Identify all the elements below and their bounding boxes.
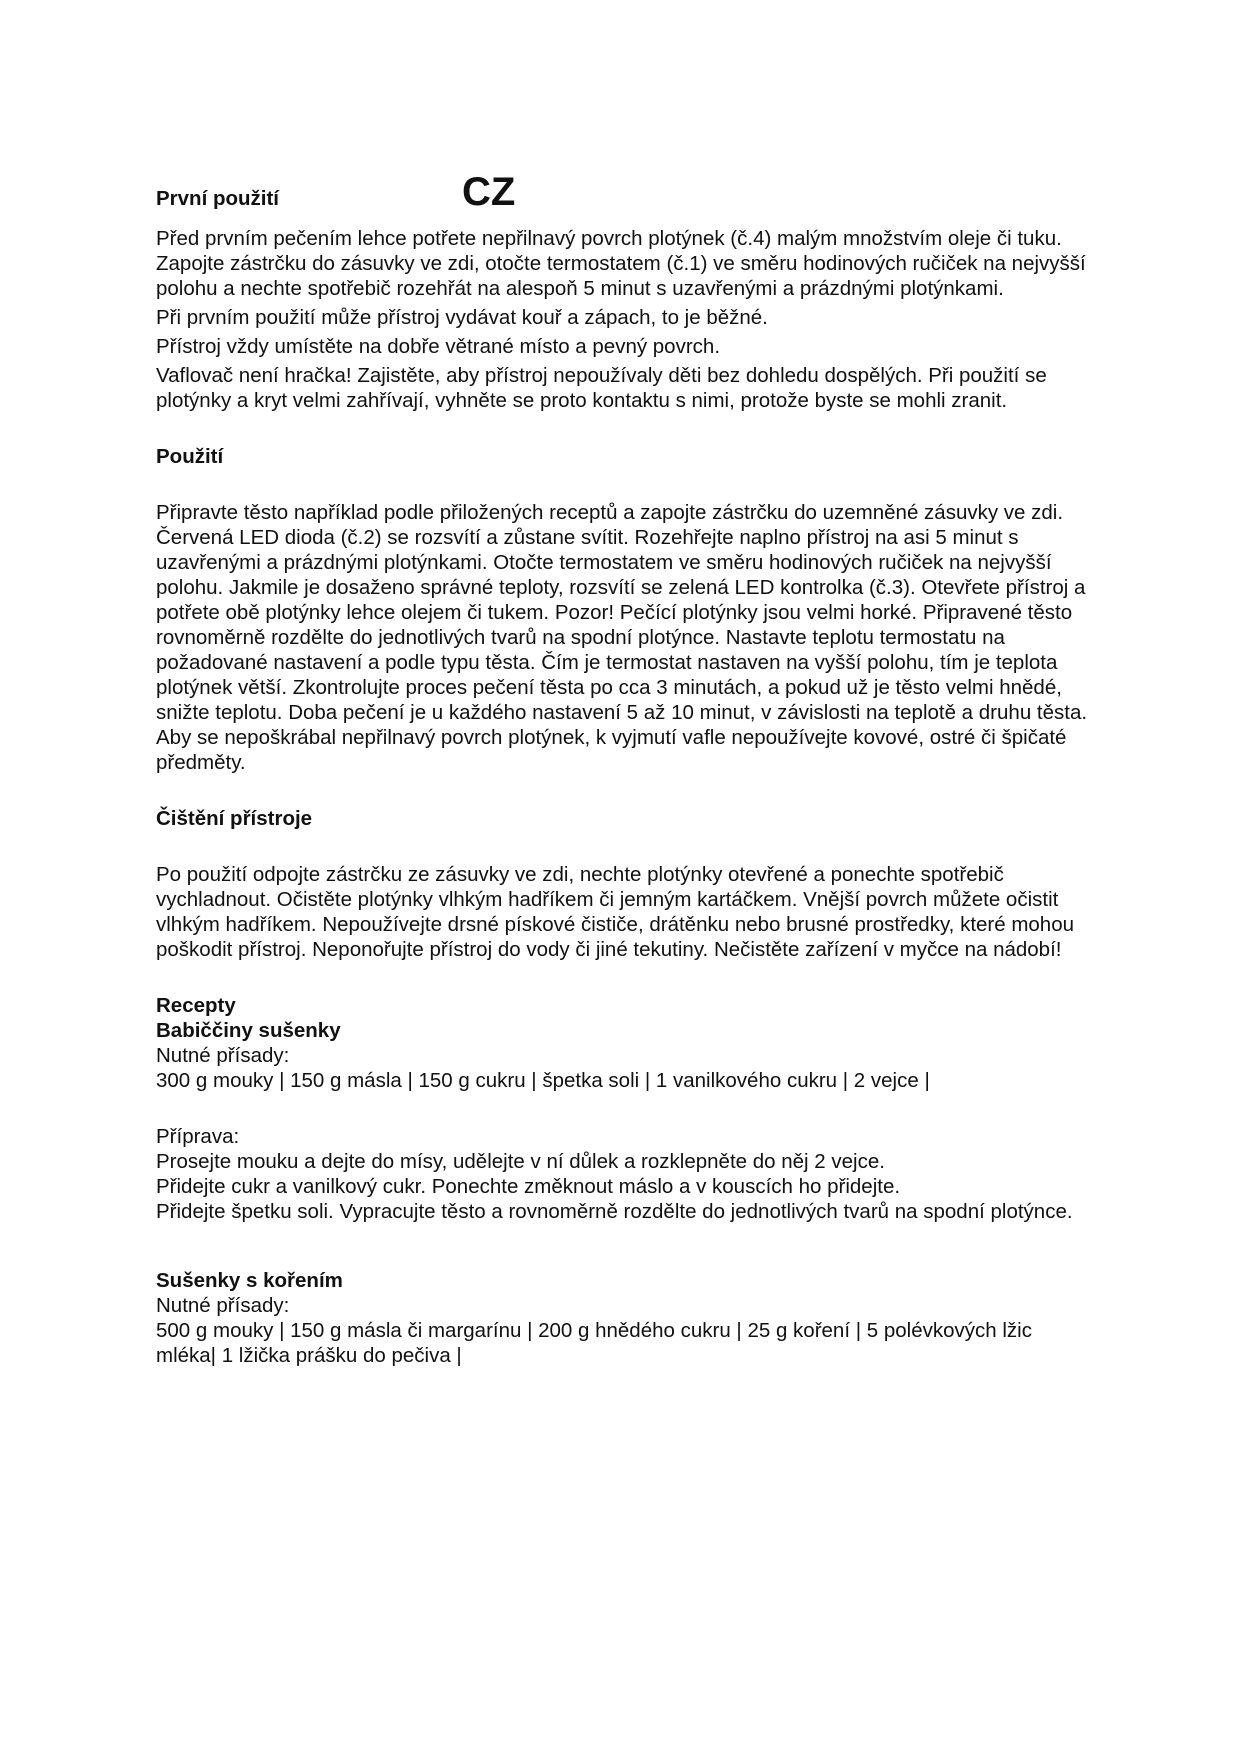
recipe-2-ingredients-label: Nutné přísady:: [156, 1294, 290, 1317]
usage-heading: Použití: [156, 445, 224, 468]
recipe-1-step-1: Prosejte mouku a dejte do mísy, udělejte v ní důlek a rozklepněte do něj 2 vejce.: [156, 1150, 885, 1173]
cleaning-heading: Čištění přístroje: [156, 807, 313, 830]
usage-text: Připravte těsto například podle přiložených receptů a zapojte zástrčku do uzemněné zásuvky ve zdi. Červená LED dioda (č.2) se rozsvítí a zůstane svítit. Rozehřejte naplno přístroj na asi 5 minut s uzavřenými a prázdnými plotýnkami. Otočte termostatem ve směru hodinových ručiček na nejvyšší polohu. Jakmile je dosaženo správné teploty, rozsvítí se zelená LED kontrolka (č.3). Otevřete přístroj a potřete obě plotýnky lehce olejem či tukem. Pozor! Pečící plotýnky jsou velmi horké. Připravené těsto rovnoměrně rozdělte do jednotlivých tvarů na spodní plotýnce. Nastavte teplotu termostatu na požadované nastavení a podle typu těsta. Čím je termostat nastaven na vyšší polohu, tím je teplota plotýnek větší. Zkontrolujte proces pečení těsta po cca 3 minutách, a pokud už je těsto velmi hnědé, snižte teplotu. Doba pečení je u každého nastavení 5 až 10 minut, v závislosti na teplotě a druhu těsta. Aby se nepoškrábal nepřilnavý povrch plotýnek, k vyjmutí vafle nepoužívejte kovové, ostré či špičaté předměty.: [156, 501, 1088, 774]
language-code: CZ: [462, 170, 516, 214]
first-use-paragraph-1: Před prvním pečením lehce potřete nepřilnavý povrch plotýnek (č.4) malým množstvím oleje či tuku. Zapojte zástrčku do zásuvky ve zdi, otočte termostatem (č.1) ve směru hodinových ručiček na nejvyšší polohu a nechte spotřebič rozehřát na alespoň 5 minut s uzavřenými a prázdnými plotýnkami.: [156, 227, 1086, 300]
title-row: [156, 160, 1096, 214]
recipe-1-step-2: Přidejte cukr a vanilkový cukr. Ponechte změknout máslo a v kouscích ho přidejte.: [156, 1175, 901, 1198]
page-title: První použití: [156, 187, 279, 210]
first-use-paragraph-4: Vaflovač není hračka! Zajistěte, aby přístroj nepoužívaly děti bez dohledu dospělých. Při použití se plotýnky a kryt velmi zahřívají, vyhněte se proto kontaktu s nimi, protože byste se mohli zranit.: [156, 364, 1047, 412]
recipe-1-title: Babiččiny sušenky: [156, 1019, 341, 1042]
document-content: [156, 160, 1096, 1368]
recipe-1-ingredients: 300 g mouky | 150 g másla | 150 g cukru | špetka soli | 1 vanilkového cukru | 2 vejce |: [156, 1069, 930, 1092]
recipe-1-step-3: Přidejte špetku soli. Vypracujte těsto a rovnoměrně rozdělte do jednotlivých tvarů na spodní plotýnce.: [156, 1200, 1073, 1223]
first-use-paragraph-2: Při prvním použití může přístroj vydávat kouř a zápach, to je běžné.: [156, 306, 768, 329]
recipes-heading: Recepty: [156, 994, 236, 1017]
cleaning-text: Po použití odpojte zástrčku ze zásuvky ve zdi, nechte plotýnky otevřené a ponechte spotřebič vychladnout. Očistěte plotýnky vlhkým hadříkem či jemným kartáčkem. Vnější povrch můžete očistit vlhkým hadříkem. Nepoužívejte drsné pískové čističe, drátěnku nebo brusné prostředky, které mohou poškodit přístroj. Neponořujte přístroj do vody či jiné tekutiny. Nečistěte zařízení v myčce na nádobí!: [156, 863, 1075, 961]
recipe-2-title: Sušenky s kořením: [156, 1269, 343, 1292]
recipe-1-prep-label: Příprava:: [156, 1125, 240, 1148]
recipe-2-ingredients: 500 g mouky | 150 g másla či margarínu | 200 g hnědého cukru | 25 g koření | 5 polévkových lžic mléka| 1 lžička prášku do pečiva |: [156, 1319, 1032, 1367]
recipe-1-ingredients-label: Nutné přísady:: [156, 1044, 290, 1067]
first-use-paragraph-3: Přístroj vždy umístěte na dobře větrané místo a pevný povrch.: [156, 335, 721, 358]
